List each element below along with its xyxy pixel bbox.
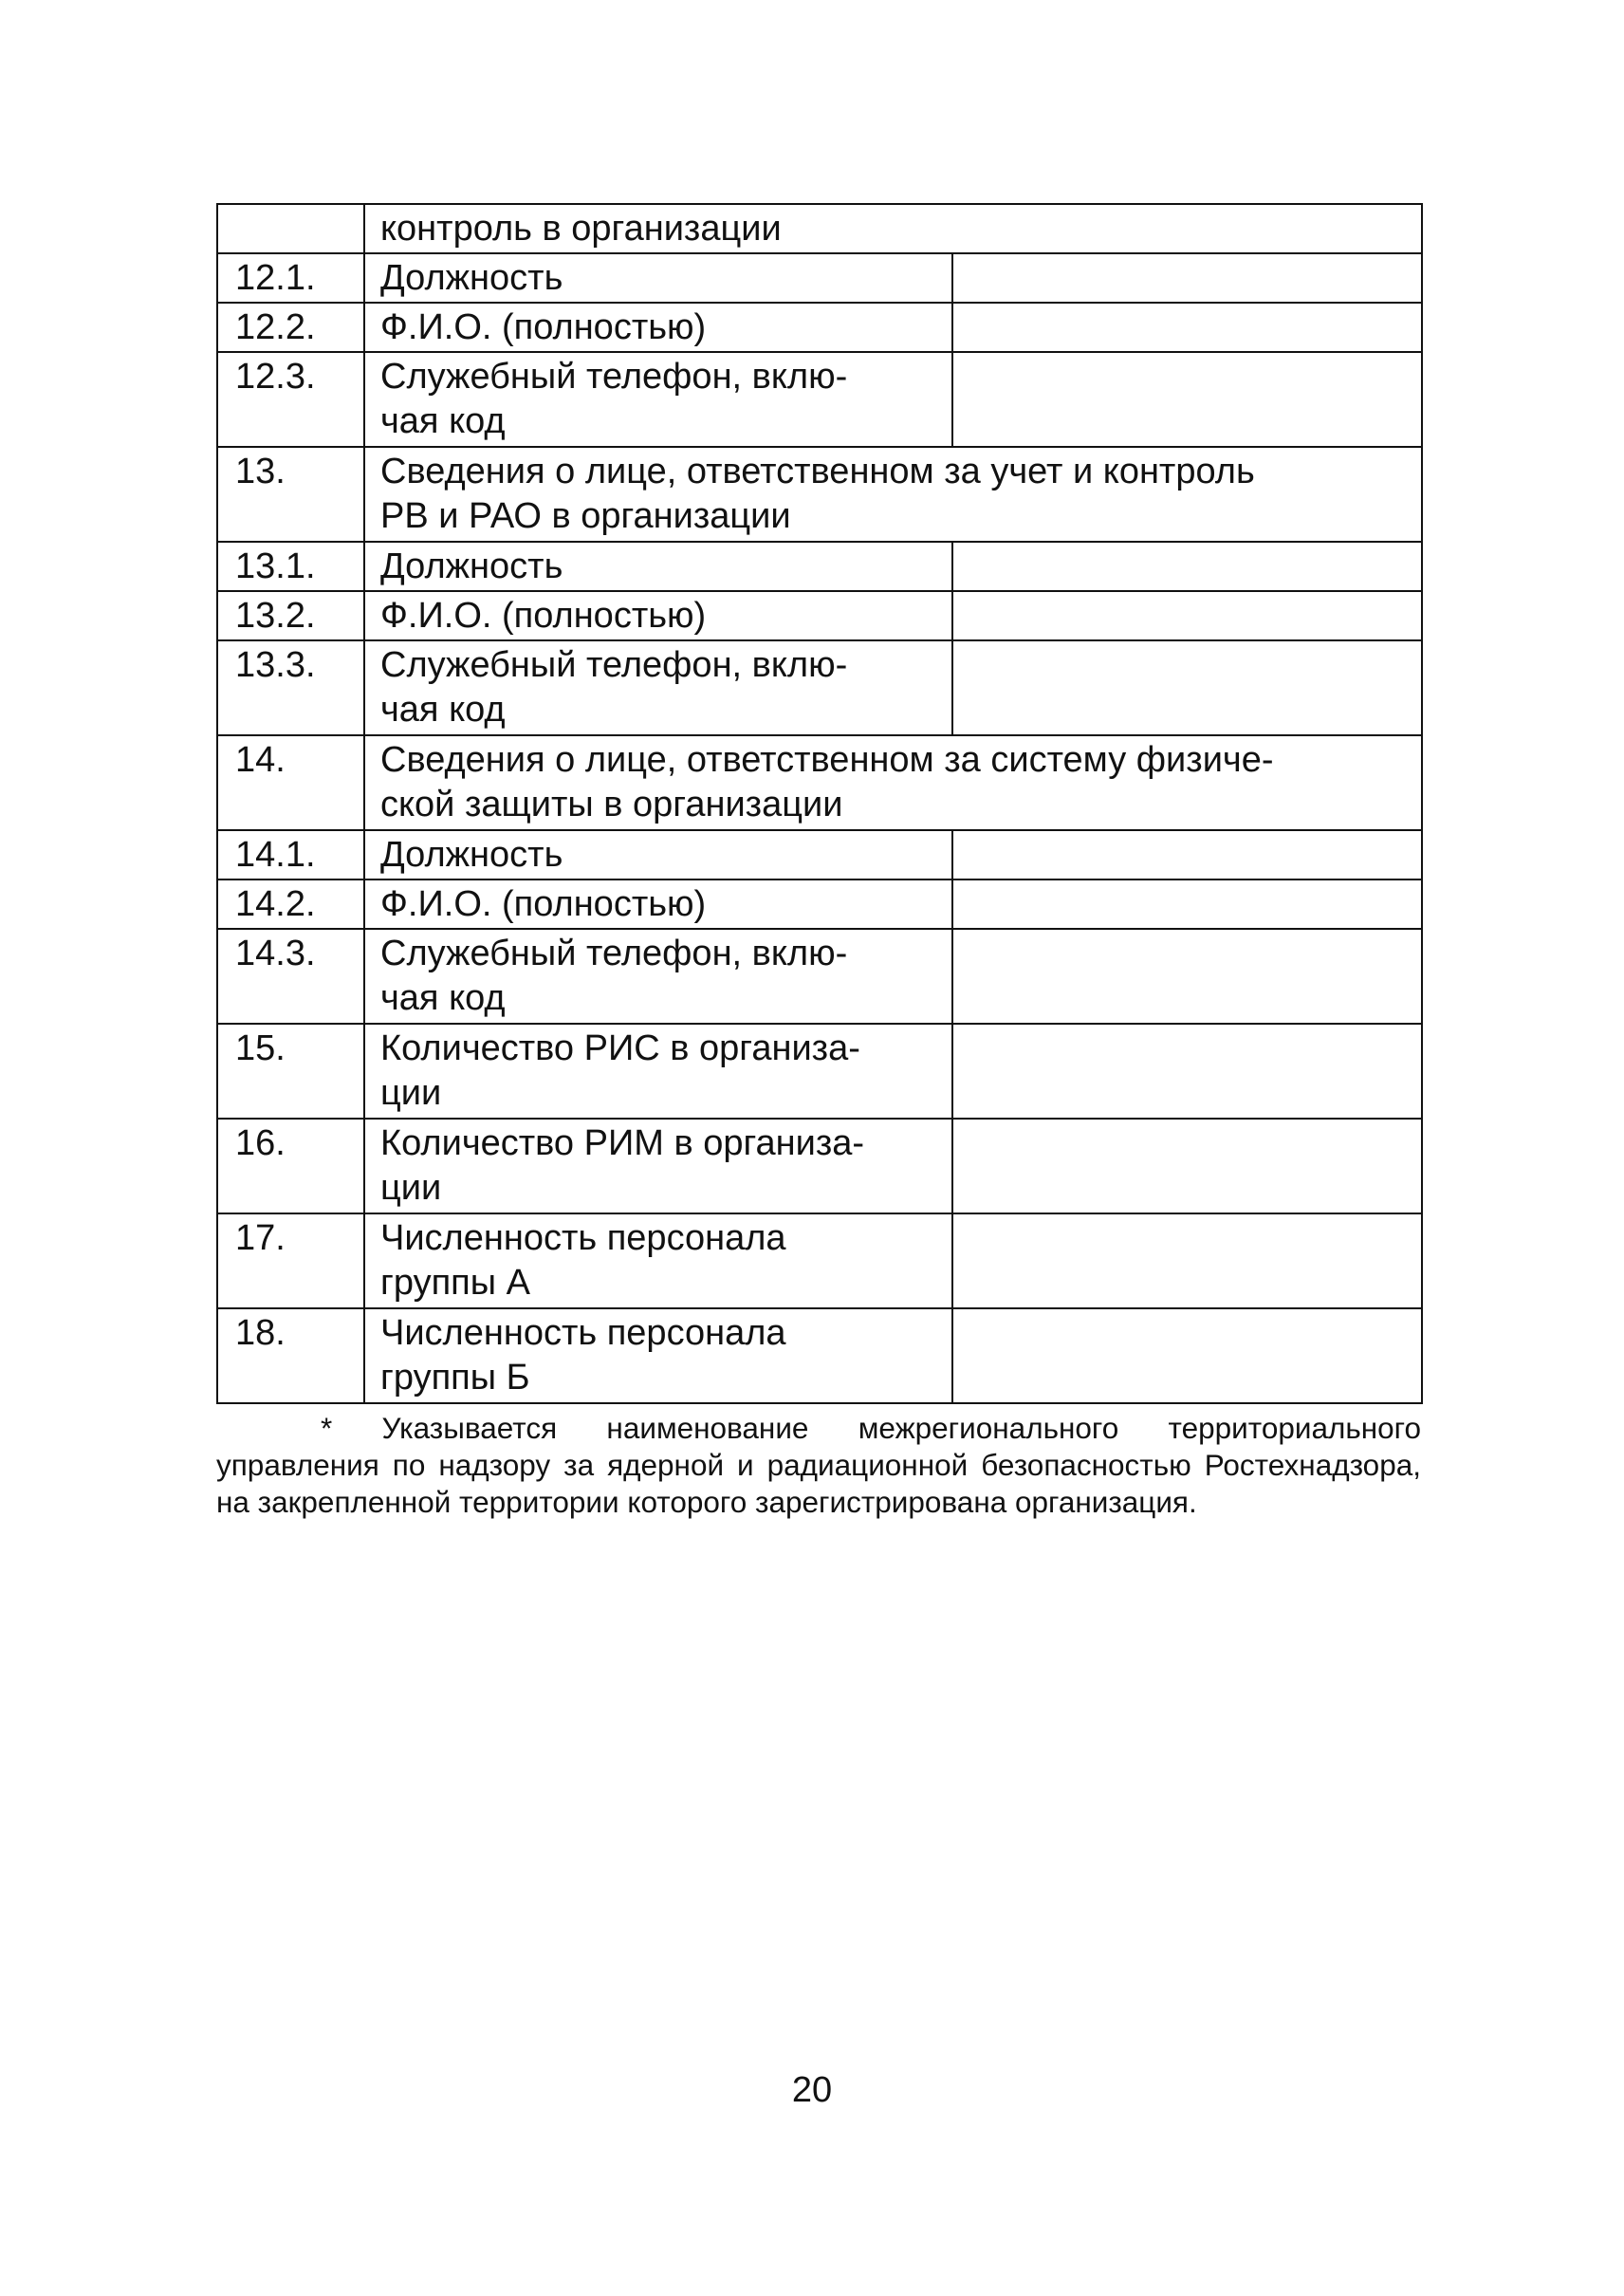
row-number: 12.2. bbox=[217, 303, 364, 352]
row-number: 18. bbox=[217, 1308, 364, 1403]
row-number: 14.1. bbox=[217, 830, 364, 880]
table-row bbox=[217, 1308, 1422, 1403]
table-row bbox=[217, 542, 1422, 591]
value-cell bbox=[952, 1308, 1422, 1403]
row-number: 13.3. bbox=[217, 640, 364, 735]
table-row bbox=[217, 204, 1422, 253]
row-label: Ф.И.О. (полностью) bbox=[364, 591, 952, 640]
row-number: 14. bbox=[217, 735, 364, 830]
row-label: Должность bbox=[364, 542, 952, 591]
value-cell bbox=[952, 253, 1422, 303]
value-cell bbox=[952, 1213, 1422, 1308]
row-number bbox=[217, 204, 364, 253]
table-row bbox=[217, 640, 1422, 735]
value-cell bbox=[952, 830, 1422, 880]
table-row bbox=[217, 880, 1422, 929]
value-cell bbox=[952, 640, 1422, 735]
value-cell bbox=[952, 352, 1422, 447]
row-label: Сведения о лице, ответственном за систему физиче- ской защиты в организации bbox=[364, 735, 1422, 830]
value-cell bbox=[952, 542, 1422, 591]
table-row bbox=[217, 1213, 1422, 1308]
row-number: 12.3. bbox=[217, 352, 364, 447]
row-number: 15. bbox=[217, 1024, 364, 1119]
table-row bbox=[217, 735, 1422, 830]
row-number: 14.3. bbox=[217, 929, 364, 1024]
table-row bbox=[217, 929, 1422, 1024]
row-label: Служебный телефон, вклю- чая код bbox=[364, 352, 952, 447]
row-label: Должность bbox=[364, 253, 952, 303]
row-label: Служебный телефон, вклю- чая код bbox=[364, 640, 952, 735]
table-row bbox=[217, 447, 1422, 542]
value-cell bbox=[952, 1024, 1422, 1119]
row-number: 14.2. bbox=[217, 880, 364, 929]
row-number: 13. bbox=[217, 447, 364, 542]
table-row bbox=[217, 1024, 1422, 1119]
table-row bbox=[217, 352, 1422, 447]
row-label: Количество РИМ в организа- ции bbox=[364, 1119, 952, 1213]
value-cell bbox=[952, 929, 1422, 1024]
row-label: Служебный телефон, вклю- чая код bbox=[364, 929, 952, 1024]
value-cell bbox=[952, 303, 1422, 352]
row-number: 12.1. bbox=[217, 253, 364, 303]
row-number: 17. bbox=[217, 1213, 364, 1308]
table-row bbox=[217, 1119, 1422, 1213]
value-cell bbox=[952, 1119, 1422, 1213]
footnote: * Указывается наименование межрегионального территориального управления по надзору за ядерной и радиационной безопасностью Ростехнадзора, на закрепленной территории которого зарегистрирована организация. bbox=[216, 1411, 1421, 1519]
row-label: Численность персонала группы А bbox=[364, 1213, 952, 1308]
row-label: Ф.И.О. (полностью) bbox=[364, 880, 952, 929]
page-number: 20 bbox=[791, 2070, 833, 2110]
row-label: Сведения о лице, ответственном за учет и контроль РВ и РАО в организации bbox=[364, 447, 1422, 542]
value-cell bbox=[952, 591, 1422, 640]
form-table bbox=[216, 203, 1423, 1404]
table-row bbox=[217, 591, 1422, 640]
row-label: Должность bbox=[364, 830, 952, 880]
table-row bbox=[217, 253, 1422, 303]
table-row bbox=[217, 303, 1422, 352]
value-cell bbox=[952, 880, 1422, 929]
row-number: 13.1. bbox=[217, 542, 364, 591]
row-label: Количество РИС в организа- ции bbox=[364, 1024, 952, 1119]
row-label: Численность персонала группы Б bbox=[364, 1308, 952, 1403]
row-label: Ф.И.О. (полностью) bbox=[364, 303, 952, 352]
row-label: контроль в организации bbox=[364, 204, 1422, 253]
table-row bbox=[217, 830, 1422, 880]
row-number: 16. bbox=[217, 1119, 364, 1213]
row-number: 13.2. bbox=[217, 591, 364, 640]
